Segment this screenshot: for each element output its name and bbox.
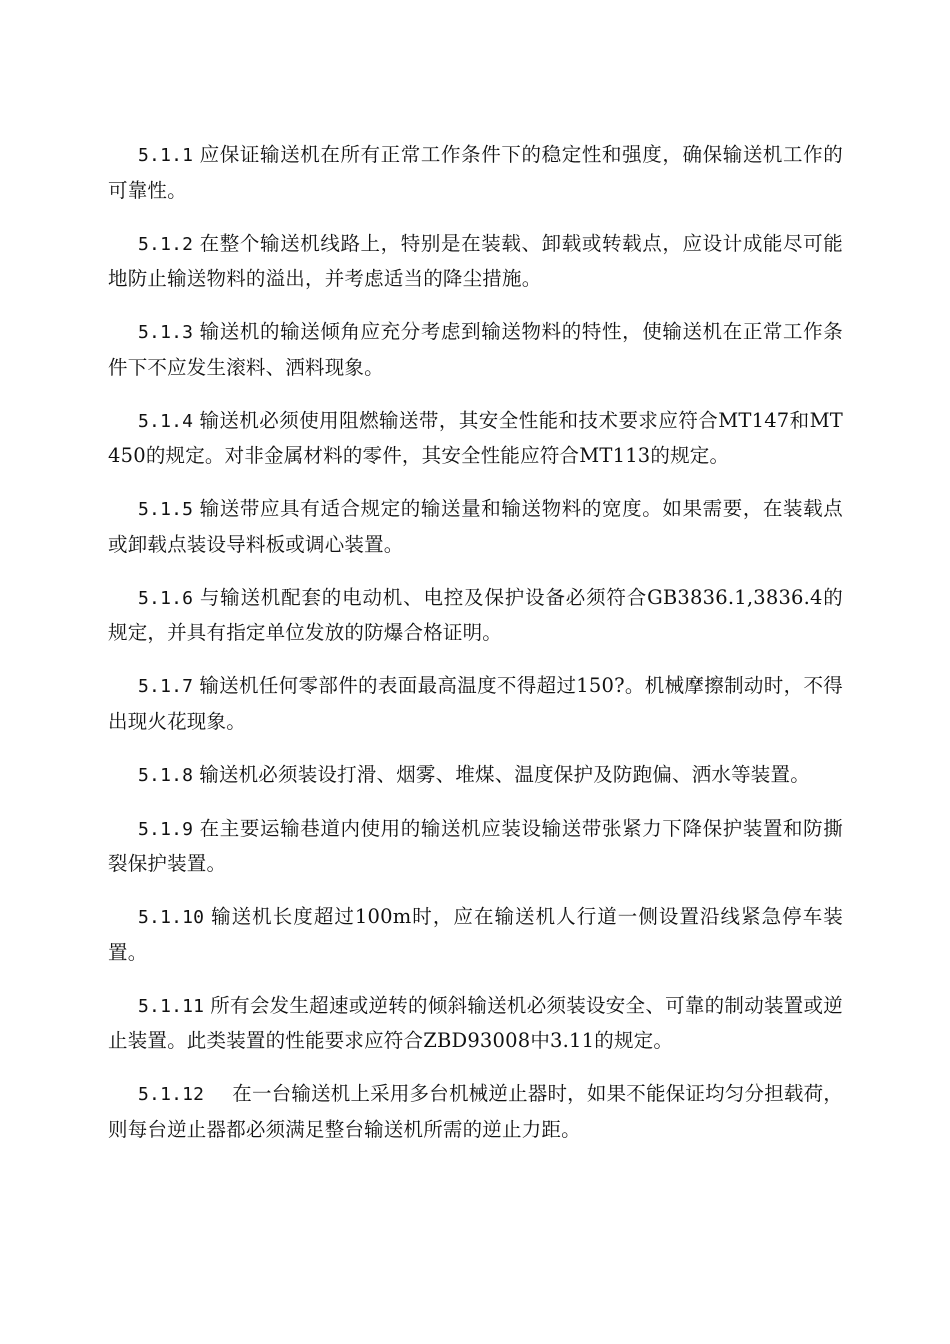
clause-text: 应保证输送机在所有正常工作条件下的稳定性和强度，确保输送机工作的可靠性。 <box>108 143 843 202</box>
clause-number: 5.1.3 <box>138 322 194 343</box>
clause-text: 输送机长度超过100m时，应在输送机人行道一侧设置沿线紧急停车装置。 <box>108 905 843 964</box>
clause-5-1-12 <box>108 1077 843 1147</box>
clause-text: 输送带应具有适合规定的输送量和输送物料的宽度。如果需要，在装载点或卸载点装设导料板或调心装置。 <box>108 497 843 556</box>
clause-number: 5.1.11 <box>138 995 205 1017</box>
clause-number: 5.1.2 <box>138 233 194 255</box>
clause-5-1-8 <box>108 758 843 794</box>
clause-number: 5.1.5 <box>138 499 194 520</box>
clause-5-1-1 <box>108 138 843 208</box>
clause-5-1-7 <box>108 669 843 739</box>
clause-5-1-3 <box>108 315 843 385</box>
clause-5-1-6 <box>108 581 843 651</box>
clause-text: 在整个输送机线路上，特别是在装载、卸载或转载点，应设计成能尽可能地防止输送物料的溢出，并考虑适当的降尘措施。 <box>108 231 843 290</box>
clause-number: 5.1.7 <box>138 676 194 697</box>
clause-number: 5.1.12 <box>138 1084 205 1105</box>
clause-number: 5.1.9 <box>138 818 194 840</box>
clause-5-1-5 <box>108 492 843 562</box>
document-body <box>108 138 843 1166</box>
clause-number: 5.1.4 <box>138 410 194 432</box>
clause-5-1-2 <box>108 227 843 297</box>
clause-text: 输送机的输送倾角应充分考虑到输送物料的特性，使输送机在正常工作条件下不应发生滚料、洒料现象。 <box>108 320 843 379</box>
clause-text: 与输送机配套的电动机、电控及保护设备必须符合GB3836.1,3836.4的规定，并具有指定单位发放的防爆合格证明。 <box>108 585 843 644</box>
clause-5-1-4 <box>108 404 843 474</box>
clause-number: 5.1.1 <box>138 145 194 166</box>
clause-text: 在主要运输巷道内使用的输送机应装设输送带张紧力下降保护装置和防撕裂保护装置。 <box>108 816 843 875</box>
clause-5-1-9 <box>108 812 843 882</box>
clause-text: 所有会发生超速或逆转的倾斜输送机必须装设安全、可靠的制动装置或逆止装置。此类装置的性能要求应符合ZBD93008中3.11的规定。 <box>108 993 843 1052</box>
clause-number: 5.1.10 <box>138 907 205 928</box>
clause-text: 在一台输送机上采用多台机械逆止器时，如果不能保证均匀分担载荷，则每台逆止器都必须满足整台输送机所需的逆止力距。 <box>108 1082 843 1141</box>
clause-text: 输送机必须使用阻燃输送带，其安全性能和技术要求应符合MT147和MT450的规定。对非金属材料的零件，其安全性能应符合MT113的规定。 <box>108 408 843 467</box>
clause-number: 5.1.8 <box>138 764 194 786</box>
clause-text: 输送机任何零部件的表面最高温度不得超过150?。机械摩擦制动时，不得出现火花现象。 <box>108 674 843 733</box>
clause-5-1-10 <box>108 900 843 970</box>
clause-number: 5.1.6 <box>138 587 194 609</box>
clause-5-1-11 <box>108 989 843 1059</box>
clause-text: 输送机必须装设打滑、烟雾、堆煤、温度保护及防跑偏、洒水等装置。 <box>199 762 810 786</box>
